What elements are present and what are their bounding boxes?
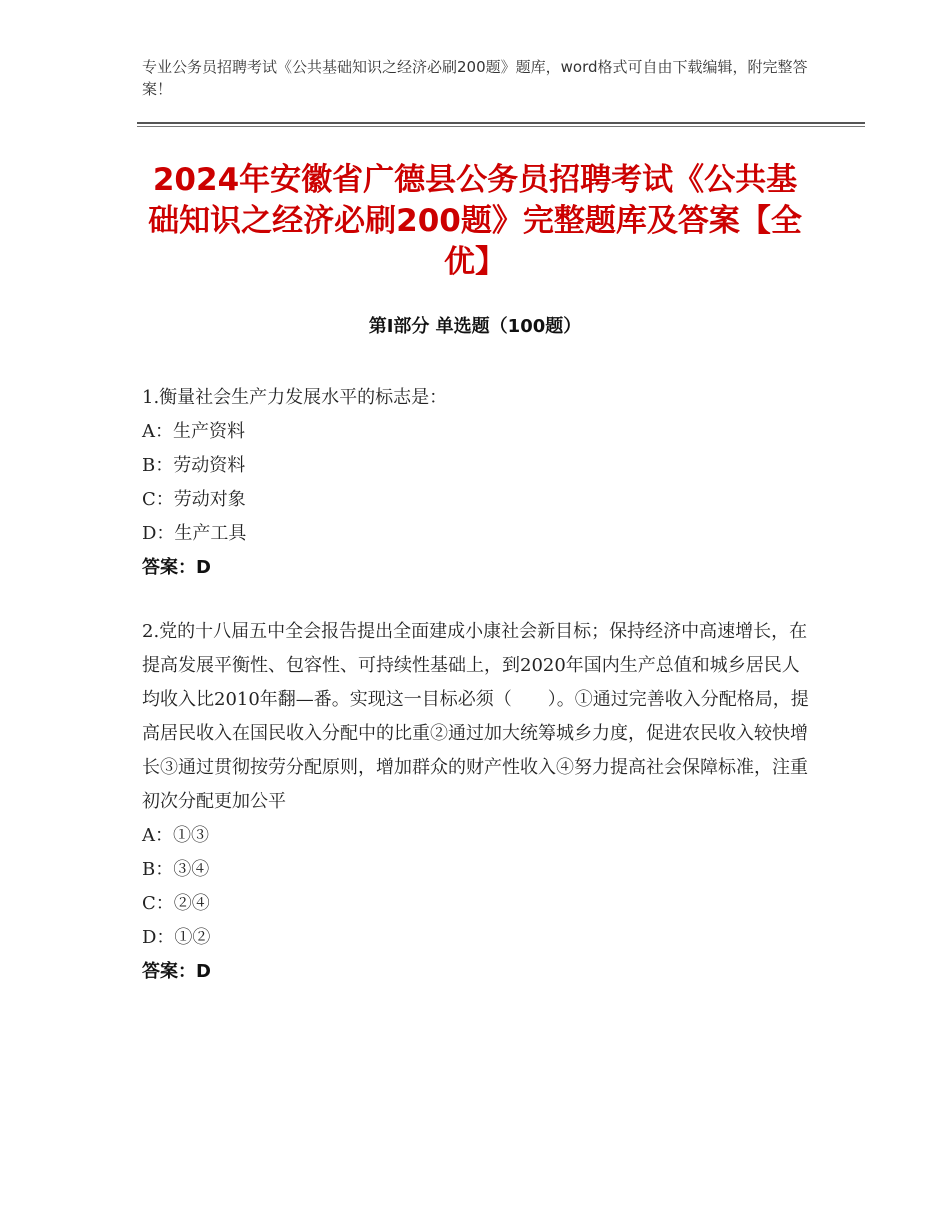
header-note: 专业公务员招聘考试《公共基础知识之经济必刷200题》题库，word格式可自由下载编辑，附完整答案！ [142, 58, 808, 98]
question-option-c: C：②④ [142, 893, 210, 914]
question-option-d: D：①② [142, 927, 211, 948]
document-title: 2024年安徽省广德县公务员招聘考试《公共基础知识之经济必刷200题》完整题库及答案【全优】 [148, 162, 802, 280]
question-option-c: C：劳动对象 [142, 489, 246, 510]
section-heading: 第Ⅰ部分 单选题（100题） [368, 316, 582, 337]
question-item [142, 381, 810, 585]
question-option-d: D：生产工具 [142, 523, 247, 544]
question-answer: 答案：D [142, 557, 211, 578]
header-divider [137, 122, 865, 124]
question-option-b: B：③④ [142, 859, 210, 880]
question-item [142, 615, 810, 989]
question-stem: 2.党的十八届五中全会报告提出全面建成小康社会新目标；保持经济中高速增长，在提高发展平衡性、包容性、可持续性基础上，到2020年国内生产总值和城乡居民人均收入比2010年翻—番。实现这一目标必须（ ）。①通过完善收入分配格局，提高居民收入在国民收入分配中的比重②通过加大统筹城乡力度，促进农民收入较快增长③通过贯彻按劳分配原则，增加群众的财产性收入④努力提高社会保障标准，注重初次分配更加公平 [142, 621, 809, 812]
header-divider-thin [137, 126, 865, 127]
question-option-b: B：劳动资料 [142, 455, 246, 476]
question-answer: 答案：D [142, 961, 211, 982]
question-list [142, 381, 810, 1019]
question-option-a: A：①③ [142, 825, 209, 846]
question-stem: 1.衡量社会生产力发展水平的标志是： [142, 387, 448, 408]
question-option-a: A：生产资料 [142, 421, 245, 442]
